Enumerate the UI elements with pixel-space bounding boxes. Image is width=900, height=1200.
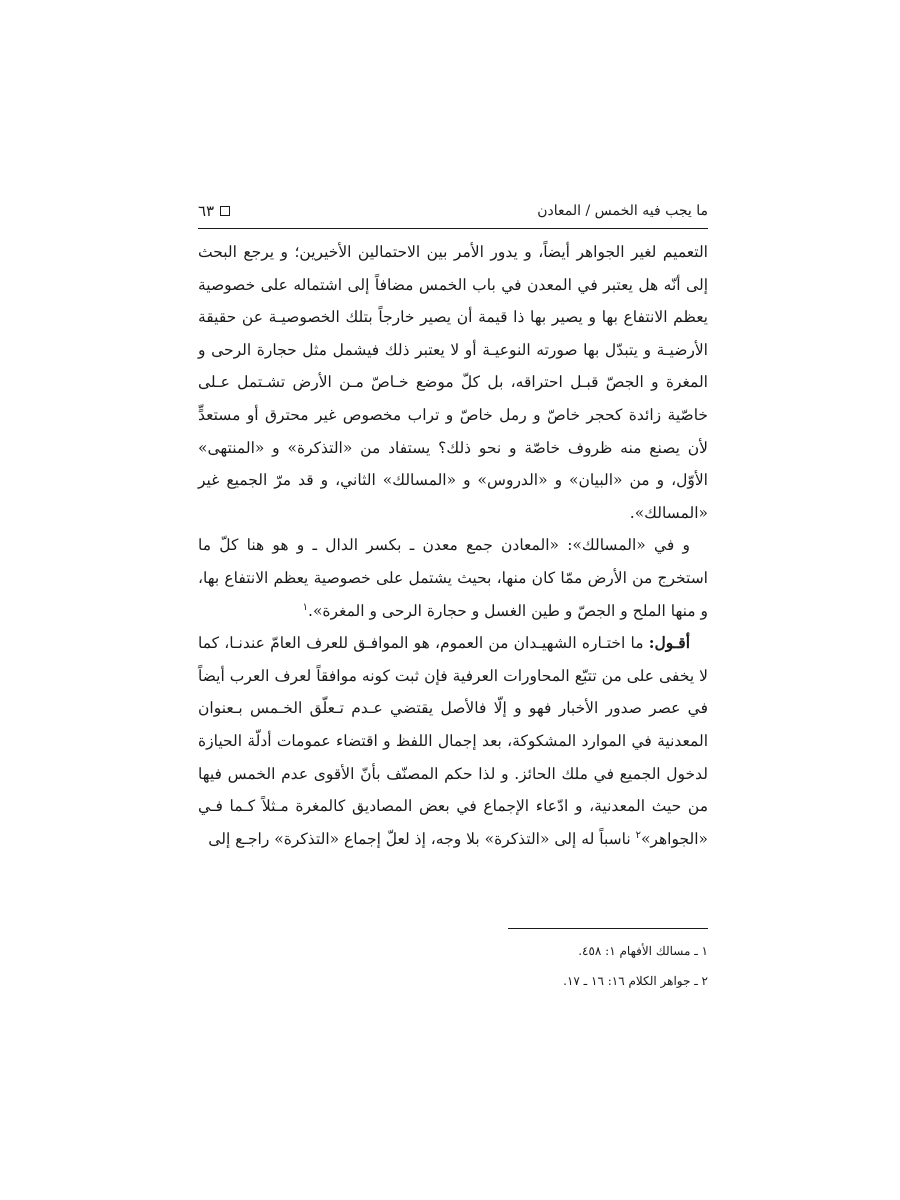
page-number-block <box>198 202 230 220</box>
paragraph-2-text: و في «المسالك»: «المعادن جمع معدن ـ بكسر الدال ـ و هو هنا كلّ ما استخرج من الأرض ممّا كان منها، بحيث يشتمل على خصوصية يعظم الانتفاع بها، و منها الملح و الجصّ و طين الغسل و حجارة الرحى و المغرة». <box>198 536 708 620</box>
paragraph-2 <box>198 529 708 627</box>
paragraph-1 <box>198 236 708 529</box>
paragraph-3-text: ما اختـاره الشهيـدان من العموم، هو الموافـق للعرف العامّ عندنـا، كما لا يخفى على من تتبّع المحاورات العرفية فإن ثبت كونه موافقاً لعرف العرب أيضاً في عصر صدور الأخبار فهو و إلّا فالأصل يقتضي عـدم تـعلّق الخـمس بـعنوان المعدنية في الموارد المشكوكة، بعد إجمال اللفظ و اقتضاء عمومات أدلّة الحيازة لدخول الجميع في ملك الحائز. و لذا حكم المصنّف بأنّ الأقوى عدم الخمس فيها من حيث المعدنية، و ادّعاء الإجماع في بعض المصاديق كالمغرة مـثلاً كـما فـي «الجواهر» <box>198 634 708 848</box>
square-box-icon <box>220 206 230 216</box>
paragraph-3 <box>198 627 708 855</box>
footnote-ref-1: ١ <box>302 601 309 613</box>
paragraph-3-text-continued: ناسباً له إلى «التذكرة» بلا وجه، إذ لعلّ إجماع «التذكرة» راجـع إلى <box>208 829 636 848</box>
header-divider <box>198 228 708 229</box>
header-title: ما يجب فيه الخمس / المعادن <box>537 203 708 219</box>
main-text <box>198 236 708 855</box>
footnote-1: ١ ـ مسالك الأفهام ١: ٤٥٨. <box>578 944 708 958</box>
running-header <box>198 198 708 224</box>
footnotes <box>198 936 708 996</box>
footnote-2: ٢ ـ جواهر الكلام ١٦: ١٦ ـ ١٧. <box>563 974 708 988</box>
footnote-divider <box>508 928 708 929</box>
footnote-ref-2: ٢ <box>635 829 641 841</box>
page-number: ٦٣ <box>198 202 215 220</box>
paragraph-3-lead: أقـول: <box>648 633 690 653</box>
paragraph-1-text: التعميم لغير الجواهر أيضاً، و يدور الأمر بين الاحتمالين الأخيرين؛ و يرجع البحث إلى أنّه هل يعتبر في المعدن في باب الخمس مضافاً إلى اشتماله على خصوصية يعظم الانتفاع بها و يصير بها ذا قيمة أن يصير خارجاً بتلك الخصوصيـة عن حقيقة الأرضيـة و يتبدّل بها صورته النوعيـة أو لا يعتبر ذلك فيشمل مثل حجارة الرحى و المغرة و الجصّ قبـل احتراقه، بل كلّ موضع خـاصّ مـن الأرض تشـتمل عـلى خاصّية زائدة كحجر خاصّ و رمل خاصّ و تراب مخصوص غير محترق أو مستعدٍّ لأن يصنع منه ظروف خاصّة و نحو ذلك؟ يستفاد من «التذكرة» و «المنتهى» الأوّل، و من «البيان» و «الدروس» و «المسالك» الثاني، و قد مرّ الجميع غير «المسالك». <box>198 243 708 522</box>
